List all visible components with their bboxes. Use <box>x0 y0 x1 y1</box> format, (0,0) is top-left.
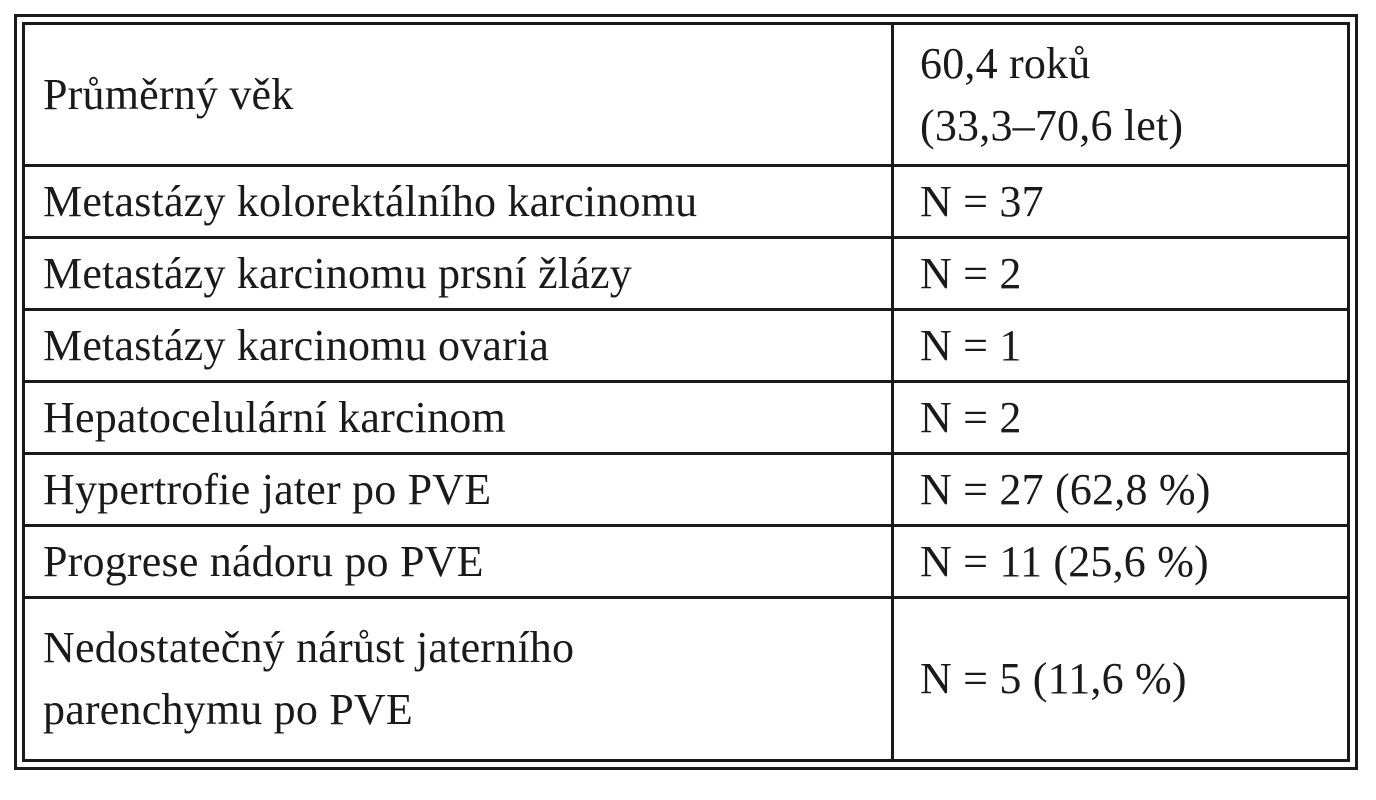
table-row <box>24 238 1349 310</box>
table-row <box>24 310 1349 382</box>
row-value: N = 1 <box>920 320 1022 370</box>
table-row <box>24 166 1349 238</box>
row-value-range: (33,3–70,6 let) <box>920 100 1184 150</box>
row-value-cell <box>893 310 1349 382</box>
row-label: Průměrný věk <box>43 69 294 119</box>
row-value: N = 27 (62,8 %) <box>920 464 1211 514</box>
row-label: Metastázy kolorektálního karcinomu <box>43 176 698 226</box>
row-label-cell <box>24 166 893 238</box>
row-label-continued: parenchymu po PVE <box>43 685 413 734</box>
row-value: 60,4 roků <box>920 38 1091 88</box>
table-row <box>24 24 1349 166</box>
row-value-cell <box>893 526 1349 598</box>
row-value: N = 2 <box>920 392 1022 442</box>
row-label-cell <box>24 24 893 166</box>
patient-characteristics-table <box>22 22 1350 762</box>
row-label-cell <box>24 310 893 382</box>
row-label: Hepatocelulární karcinom <box>43 392 506 442</box>
row-value-cell <box>893 238 1349 310</box>
row-value-cell <box>893 454 1349 526</box>
row-value-cell <box>893 382 1349 454</box>
row-label-cell <box>24 526 893 598</box>
table-row <box>24 526 1349 598</box>
row-label: Hypertrofie jater po PVE <box>43 464 492 514</box>
row-label-cell <box>24 454 893 526</box>
row-value: N = 37 <box>920 176 1044 226</box>
row-label-cell <box>24 238 893 310</box>
row-value: N = 2 <box>920 248 1022 298</box>
row-value-cell <box>893 24 1349 166</box>
table-row <box>24 454 1349 526</box>
row-value: N = 5 (11,6 %) <box>920 654 1187 703</box>
table-row <box>24 598 1349 761</box>
row-value: N = 11 (25,6 %) <box>920 536 1209 586</box>
row-label: Progrese nádoru po PVE <box>43 536 484 586</box>
table-row <box>24 382 1349 454</box>
row-label-cell <box>24 382 893 454</box>
row-label: Nedostatečný nárůst jaterního <box>43 623 575 672</box>
row-label-cell <box>24 598 893 761</box>
row-value-cell <box>893 166 1349 238</box>
row-label: Metastázy karcinomu prsní žlázy <box>43 248 632 298</box>
row-value-cell <box>893 598 1349 761</box>
row-label: Metastázy karcinomu ovaria <box>43 320 550 370</box>
